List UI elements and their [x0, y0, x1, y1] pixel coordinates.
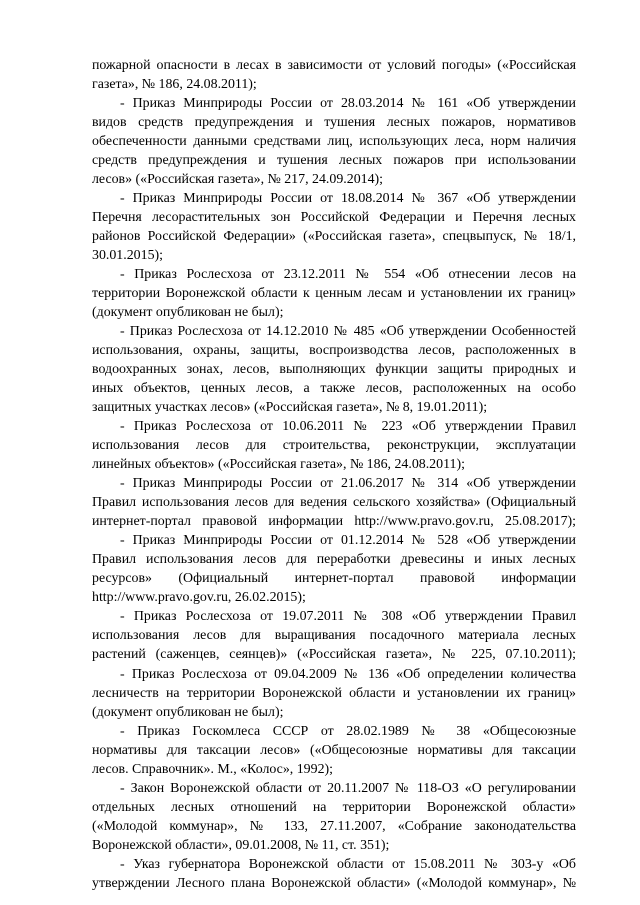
text-line: использования лесов для строительства, реконструкции, эксплуатации [92, 438, 576, 454]
text-line: - Приказ Минприроды России от 21.06.2017 № 314 «Об утверждении [120, 476, 576, 492]
text-line: линейных объектов» («Российская газета», № 186, 24.08.2011); [92, 457, 465, 473]
text-line: - Приказ Рослесхоза от 23.12.2011 № 554 «Об отнесении лесов на [120, 267, 576, 283]
text-line: иных объектов, ценных лесов, а также лесов, расположенных на особо [92, 381, 576, 397]
text-line: нормативы для таксации лесов» («Общесоюзные нормативы для таксации [92, 742, 576, 758]
text-line: - Закон Воронежской области от 20.11.2007 № 118-ОЗ «О регулировании [120, 780, 576, 796]
text-line: лесов. Справочник». М., «Колос», 1992); [92, 761, 334, 777]
text-line: использования, охраны, защиты, воспроизводства лесов, расположенных в [92, 343, 576, 359]
text-line: утверждении Лесного плана Воронежской области» («Молодой коммунар», № [92, 875, 576, 891]
text-line: Воронежской области», 09.01.2008, № 11, ст. 351); [92, 837, 390, 853]
text-line: отдельных лесных отношений на территории Воронежской области» [92, 799, 576, 815]
text-line: обеспеченности данными средствами лиц, использующих леса, норм наличия [92, 134, 576, 150]
text-line: пожарной опасности в лесах в зависимости от условий погоды» («Российская [92, 58, 576, 73]
text-line: районов Российской Федерации» («Российская газета», спецвыпуск, № 18/1, [92, 229, 576, 245]
text-line: - Указ губернатора Воронежской области от 15.08.2011 № 303-у «Об [120, 856, 576, 872]
text-line: - Приказ Минприроды России от 01.12.2014 № 528 «Об утверждении [120, 533, 576, 549]
text-line: газета», № 186, 24.08.2011); [92, 77, 257, 93]
text-line: (документ опубликован не был); [92, 704, 284, 720]
text-line: территории Воронежской области к ценным лесам и установлении их границ» [92, 286, 576, 302]
text-line: использования лесов для выращивания посадочного материала лесных [92, 628, 576, 644]
text-line: - Приказ Рослесхоза от 09.04.2009 № 136 «Об определении количества [120, 666, 576, 682]
text-line: Правил использования лесов для переработки древесины и иных лесных [92, 552, 576, 568]
text-line: 30.01.2015); [92, 248, 163, 264]
text-line: - Приказ Рослесхоза от 10.06.2011 № 223 «Об утверждении Правил [120, 419, 576, 435]
text-line: Перечня лесорастительных зон Российской Федерации и Перечня лесных [92, 210, 576, 226]
document-page [92, 56, 576, 893]
text-line: http://www.pravo.gov.ru, 26.02.2015); [92, 590, 306, 606]
text-line: - Приказ Минприроды России от 28.03.2014 № 161 «Об утверждении [120, 96, 576, 112]
text-line: (документ опубликован не был); [92, 305, 284, 321]
text-line: Правил использования лесов для ведения сельского хозяйства» (Официальный [92, 495, 576, 511]
text-line: - Приказ Минприроды России от 18.08.2014 № 367 «Об утверждении [120, 191, 576, 207]
text-line: лесов» («Российская газета», № 217, 24.09.2014); [92, 172, 384, 188]
text-line: видов средств предупреждения и тушения лесных пожаров, нормативов [92, 115, 576, 131]
text-line: средств предупреждения и тушения лесных пожаров при использовании [92, 153, 576, 169]
text-line: - Приказ Рослесхоза от 19.07.2011 № 308 «Об утверждении Правил [120, 609, 576, 625]
document-body [92, 56, 576, 893]
text-line: растений (саженцев, сеянцев)» («Российская газета», № 225, 07.10.2011); [92, 647, 576, 663]
text-line: защитных участках лесов» («Российская газета», № 8, 19.01.2011); [92, 400, 488, 416]
text-line: ресурсов» (Официальный интернет-портал правовой информации [92, 571, 576, 587]
text-line: лесничеств на территории Воронежской области и установлении их границ» [92, 685, 576, 701]
text-line: интернет-портал правовой информации http://www.pravo.gov.ru, 25.08.2017); [92, 514, 576, 530]
text-line: водоохранных зонах, лесов, выполняющих функции защиты природных и [92, 362, 576, 378]
text-line: - Приказ Госкомлеса СССР от 28.02.1989 № 38 «Общесоюзные [120, 723, 576, 739]
text-line: - Приказ Рослесхоза от 14.12.2010 № 485 «Об утверждении Особенностей [120, 324, 576, 340]
text-line: («Молодой коммунар», № 133, 27.11.2007, «Собрание законодательства [92, 818, 576, 834]
